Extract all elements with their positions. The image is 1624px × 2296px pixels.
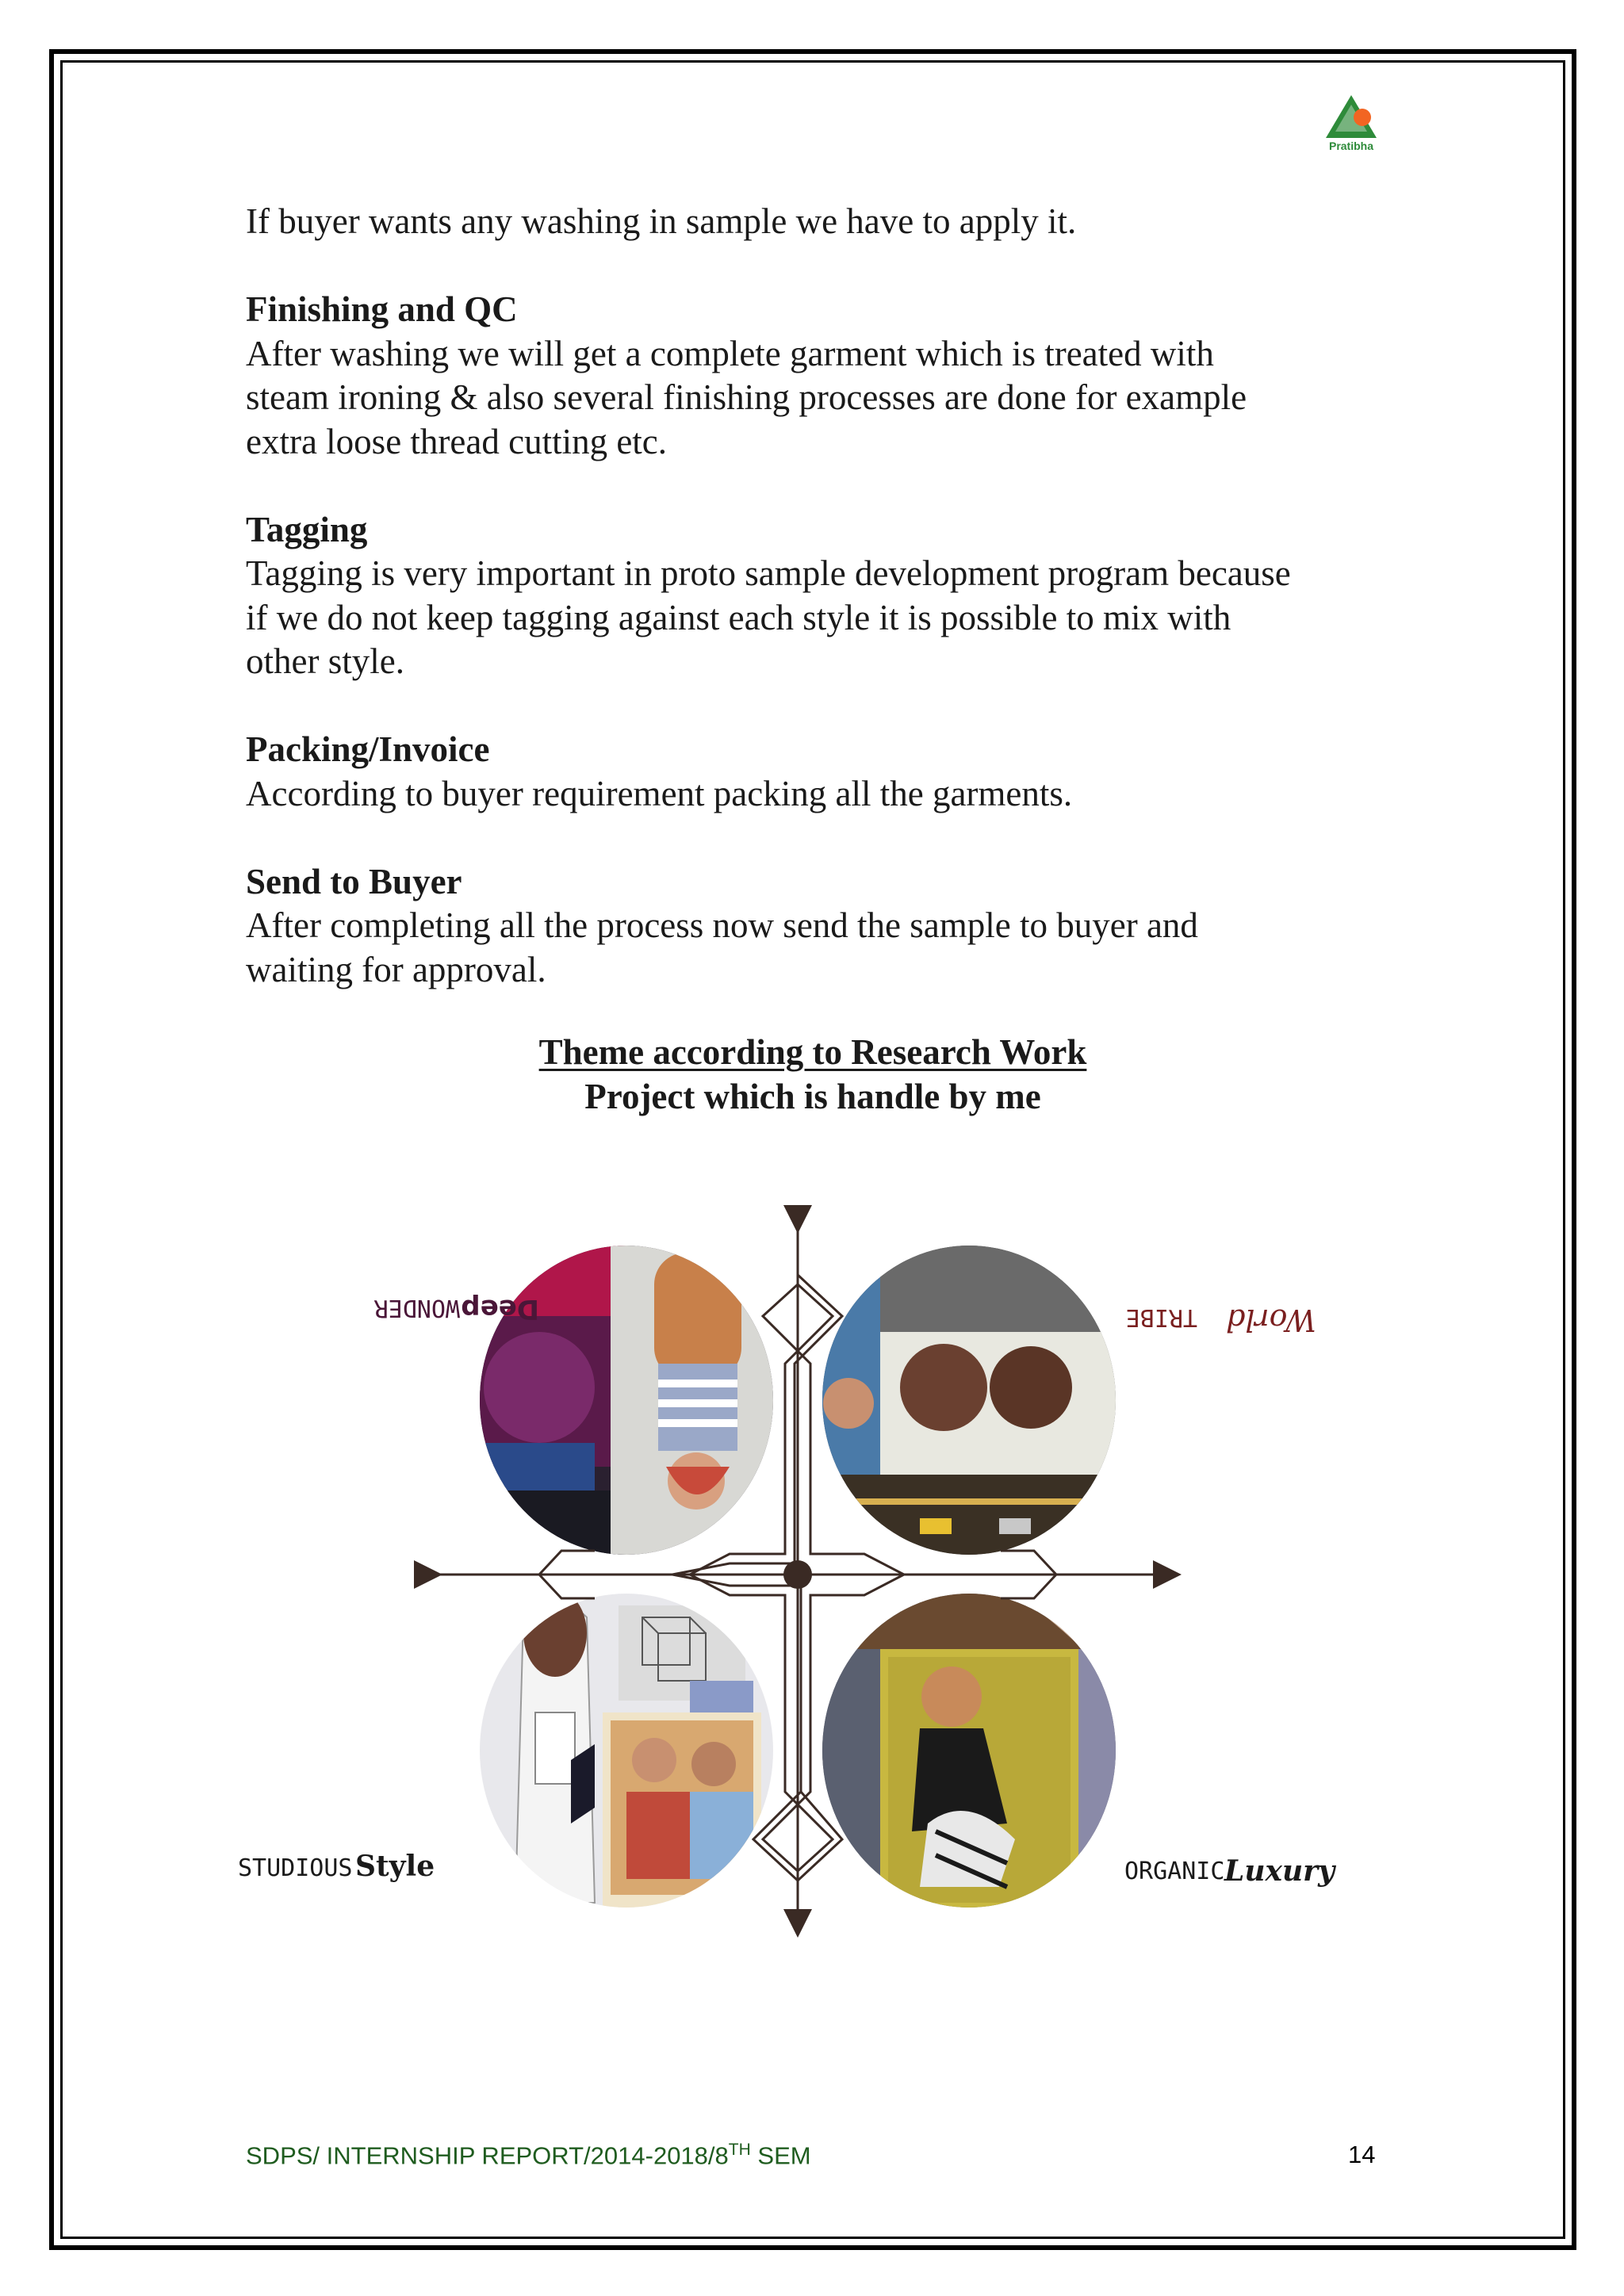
label-luxury-word: Luxury [1224, 1854, 1335, 1888]
label-deep-wonder [373, 1293, 539, 1325]
section-title-finishing: Finishing and QC [246, 289, 518, 329]
collage-deep-wonder [476, 1237, 777, 1570]
document-body [246, 200, 1396, 992]
section-title-send-to-buyer: Send to Buyer [246, 861, 462, 901]
footer-superscript: TH [728, 2141, 751, 2159]
label-studious-word: STUDIOUS' [238, 1854, 367, 1882]
label-style-word: Style [355, 1850, 435, 1883]
page-number: 14 [1348, 2141, 1376, 2168]
label-studious-style [238, 1850, 435, 1883]
label-deep-word: Deep [461, 1293, 539, 1325]
paragraph-line: if we do not keep tagging against each style it is possible to mix with [246, 597, 1231, 637]
paragraph-line: waiting for approval. [246, 949, 546, 989]
paragraph-line: Tagging is very important in proto sample development program because [246, 553, 1291, 593]
label-world-tribe [1126, 1303, 1316, 1337]
label-tribe-word: TRIBE [1125, 1303, 1197, 1331]
label-organic-luxury [1124, 1854, 1336, 1888]
collage-world-tribe [817, 1237, 1118, 1570]
theme-heading-line1: Theme according to Research Work [538, 1032, 1087, 1072]
theme-heading [246, 1031, 1380, 1119]
logo-triangle-icon [1320, 94, 1383, 141]
collage-studious-style [476, 1590, 777, 1911]
footer-report-info [246, 2141, 811, 2170]
theme-quadrant-diagram [222, 1205, 1380, 1942]
label-wonder-word: WONDER [373, 1294, 460, 1322]
footer-suffix: SEM [750, 2141, 811, 2170]
paragraph-line: After washing we will get a complete garment which is treated with [246, 333, 1214, 373]
paragraph-line: steam ironing & also several finishing processes are done for example [246, 377, 1247, 417]
pratibha-logo [1320, 94, 1383, 157]
collage-organic-luxury [817, 1594, 1118, 1911]
label-organic-word: ORGANIC [1124, 1858, 1225, 1885]
intro-paragraph: If buyer wants any washing in sample we have to apply it. [246, 201, 1077, 241]
paragraph-line: extra loose thread cutting etc. [246, 421, 668, 461]
section-title-tagging: Tagging [246, 509, 368, 549]
paragraph-line: other style. [246, 641, 404, 681]
paragraph-line: After completing all the process now send the sample to buyer and [246, 905, 1198, 945]
theme-heading-line2: Project which is handle by me [584, 1076, 1041, 1116]
diagram-center-dot [783, 1560, 812, 1589]
label-world-word: World [1226, 1303, 1316, 1337]
footer-report-text: SDPS/ INTERNSHIP REPORT/2014-2018/8 [246, 2141, 729, 2170]
section-title-packing: Packing/Invoice [246, 729, 490, 769]
paragraph-line: According to buyer requirement packing all the garments. [246, 773, 1073, 813]
logo-text: Pratibha [1328, 140, 1373, 152]
